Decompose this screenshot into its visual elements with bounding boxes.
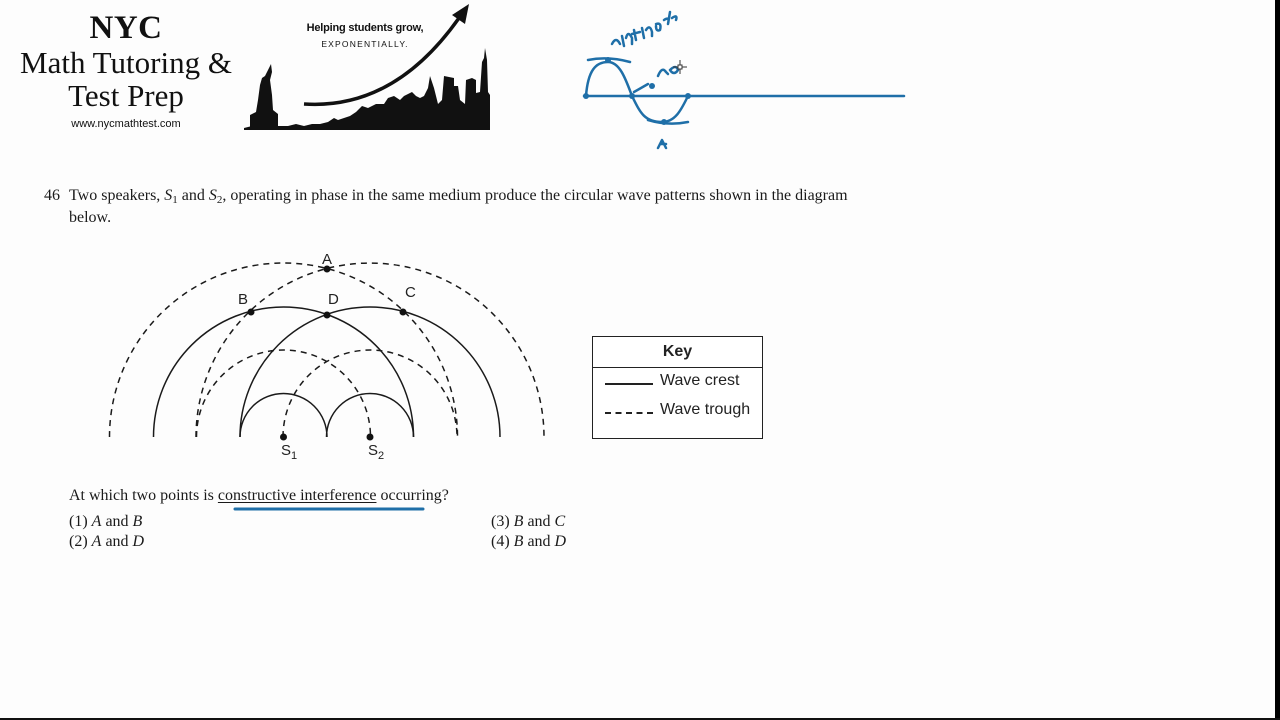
label-a: A	[322, 251, 333, 268]
key-entry-crest: Wave crest	[593, 368, 762, 397]
point-c	[400, 309, 407, 316]
source-s2	[367, 434, 374, 441]
logo-line-test-prep: Test Prep	[68, 78, 184, 113]
tagline-line-2: EXPONENTIALLY.	[321, 39, 409, 49]
diagram-key	[592, 336, 763, 439]
answer-choice-4[interactable]: (4) B and D	[491, 533, 567, 550]
dashed-line-icon	[605, 412, 653, 414]
point-b	[248, 309, 255, 316]
handwritten-wave-sketch	[570, 0, 920, 160]
label-c: C	[405, 284, 416, 301]
label-s2: $S_2$	[368, 442, 385, 462]
underlined-phrase: constructive interference	[217, 487, 377, 504]
key-entry-trough: Wave trough	[593, 397, 762, 426]
question-text: Two speakers, $S_1$ and $S_2$, operating in phase in the same medium produce the circular wave patterns shown in the diagram below.	[69, 187, 848, 226]
cursor-icon	[678, 65, 682, 69]
logo-line-nyc: NYC	[89, 10, 163, 46]
label-s1: $S_1$	[281, 442, 298, 462]
wave-interference-diagram	[0, 0, 600, 470]
point-d	[324, 312, 331, 319]
answer-choice-3[interactable]: (3) B and C	[491, 513, 566, 530]
answer-choice-1[interactable]: (1) A and B	[69, 513, 143, 530]
window-edge	[1275, 0, 1280, 720]
question-prompt: At which two points is constructive interference occurring?	[69, 487, 449, 504]
label-d: D	[328, 291, 339, 308]
question-number: 46	[44, 187, 60, 204]
label-b: B	[238, 291, 249, 308]
solid-line-icon	[605, 383, 653, 385]
key-title: Key	[593, 337, 762, 368]
tagline-line-1: Helping students grow,	[306, 22, 424, 34]
logo-line-math-tutoring: Math Tutoring &	[20, 45, 232, 80]
answer-choice-2[interactable]: (2) A and D	[69, 533, 145, 550]
logo-url: www.nycmathtest.com	[71, 118, 181, 130]
source-s1	[280, 434, 287, 441]
